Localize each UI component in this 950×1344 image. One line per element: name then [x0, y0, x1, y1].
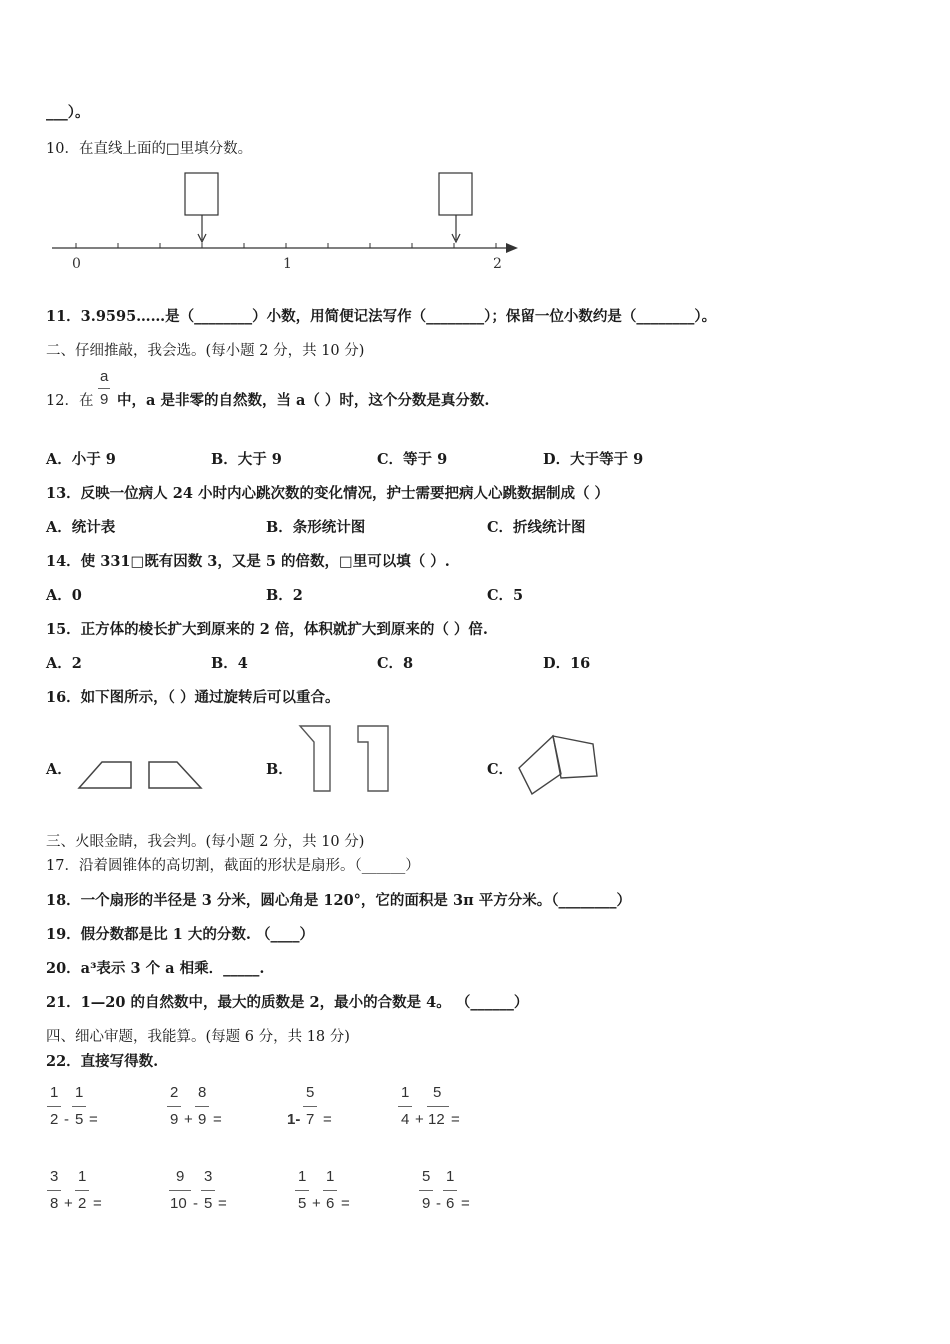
question-12-text: 中，a 是非零的自然数，当 a（ ）时，这个分数是真分数. — [117, 392, 490, 409]
number-line-figure — [46, 168, 526, 278]
fraction-a-over-9 — [97, 368, 113, 412]
q14-option-b[interactable]: B．2 — [266, 587, 303, 604]
q16-option-c[interactable]: C． — [487, 761, 514, 778]
question-19: 19．假分数都是比 1 大的分数. （____） — [46, 926, 314, 943]
q15-option-a[interactable]: A．2 — [46, 655, 82, 672]
question-10: 10．在直线上面的□里填分数。 — [46, 141, 253, 157]
calc-item-4: 1 4 + 5 12 = — [398, 1084, 508, 1134]
section-2-title: 二、仔细推敲，我会选。(每小题 2 分，共 10 分) — [46, 343, 365, 359]
q13-option-c[interactable]: C．折线统计图 — [487, 519, 586, 536]
q12-option-d[interactable]: D．大于等于 9 — [543, 451, 644, 468]
calc-item-1: 1 2 - 1 5 = — [47, 1084, 157, 1134]
q16-option-a[interactable]: A． — [46, 761, 72, 778]
calc-item-5: 3 8 + 1 2 = — [47, 1168, 157, 1218]
q15-option-b[interactable]: B．4 — [211, 655, 248, 672]
q12-option-a[interactable]: A．小于 9 — [46, 451, 116, 468]
answer-box-2[interactable] — [439, 173, 472, 215]
q13-option-a[interactable]: A．统计表 — [46, 519, 116, 536]
q15-option-d[interactable]: D．16 — [543, 655, 591, 672]
calc-item-6: 9 10 - 3 5 = — [170, 1168, 227, 1212]
question-22: 22．直接写得数. — [46, 1053, 159, 1070]
tick-label-0: 0 — [72, 256, 81, 272]
q15-option-c[interactable]: C．8 — [377, 655, 414, 672]
calc-item-7: 1 5 + 1 6 = — [295, 1168, 405, 1218]
question-12-number: 12．在 — [46, 393, 94, 409]
question-16: 16．如下图所示，（ ）通过旋转后可以重合。 — [46, 689, 340, 706]
q13-option-b[interactable]: B．条形统计图 — [266, 519, 366, 536]
q12-option-c[interactable]: C．等于 9 — [377, 451, 448, 468]
q16-option-b[interactable]: B． — [266, 761, 293, 778]
fraction-numerator: a — [100, 368, 109, 385]
tick-label-2: 2 — [493, 256, 502, 272]
calc-item-8: 5 9 - 1 6 = — [419, 1168, 529, 1218]
answer-box-1[interactable] — [185, 173, 218, 215]
l-shape-pair-figure — [296, 722, 396, 797]
calc-item-3: 1- 5 7 = — [287, 1084, 332, 1128]
question-21: 21．1—20 的自然数中，最大的质数是 2，最小的合数是 4。 （______） — [46, 994, 529, 1011]
rotated-quadrilaterals-figure — [515, 730, 605, 800]
q12-option-b[interactable]: B．大于 9 — [211, 451, 282, 468]
q14-option-c[interactable]: C．5 — [487, 587, 524, 604]
section-3-title: 三、火眼金睛，我会判。(每小题 2 分，共 10 分) — [46, 834, 365, 850]
question-15: 15．正方体的棱长扩大到原来的 2 倍，体积就扩大到原来的（ ）倍. — [46, 621, 488, 638]
question-14: 14．使 331□既有因数 3，又是 5 的倍数，□里可以填（ ）. — [46, 553, 450, 570]
section-4-title: 四、细心审题，我能算。(每题 6 分，共 18 分) — [46, 1029, 350, 1045]
question-13: 13．反映一位病人 24 小时内心跳次数的变化情况，护士需要把病人心跳数据制成（ ） — [46, 485, 609, 502]
question-18: 18．一个扇形的半径是 3 分米，圆心角是 120°，它的面积是 3π 平方分米。（________） — [46, 892, 631, 909]
axis-arrow-icon — [506, 243, 518, 253]
tick-label-1: 1 — [283, 256, 292, 272]
trapezoid-pair-figure — [74, 755, 209, 795]
question-17: 17．沿着圆锥体的高切割，截面的形状是扇形。（______） — [46, 858, 420, 874]
previous-question-tail: ___）。 — [46, 104, 90, 121]
fraction-denominator: 9 — [100, 391, 109, 408]
calc-item-2: 2 9 + 8 9 = — [167, 1084, 277, 1134]
question-11: 11．3.9595……是（________）小数，用简便记法写作（________）；保留一位小数约是（________）。 — [46, 308, 717, 325]
question-20: 20．a³表示 3 个 a 相乘．_____. — [46, 960, 265, 977]
q14-option-a[interactable]: A．0 — [46, 587, 82, 604]
